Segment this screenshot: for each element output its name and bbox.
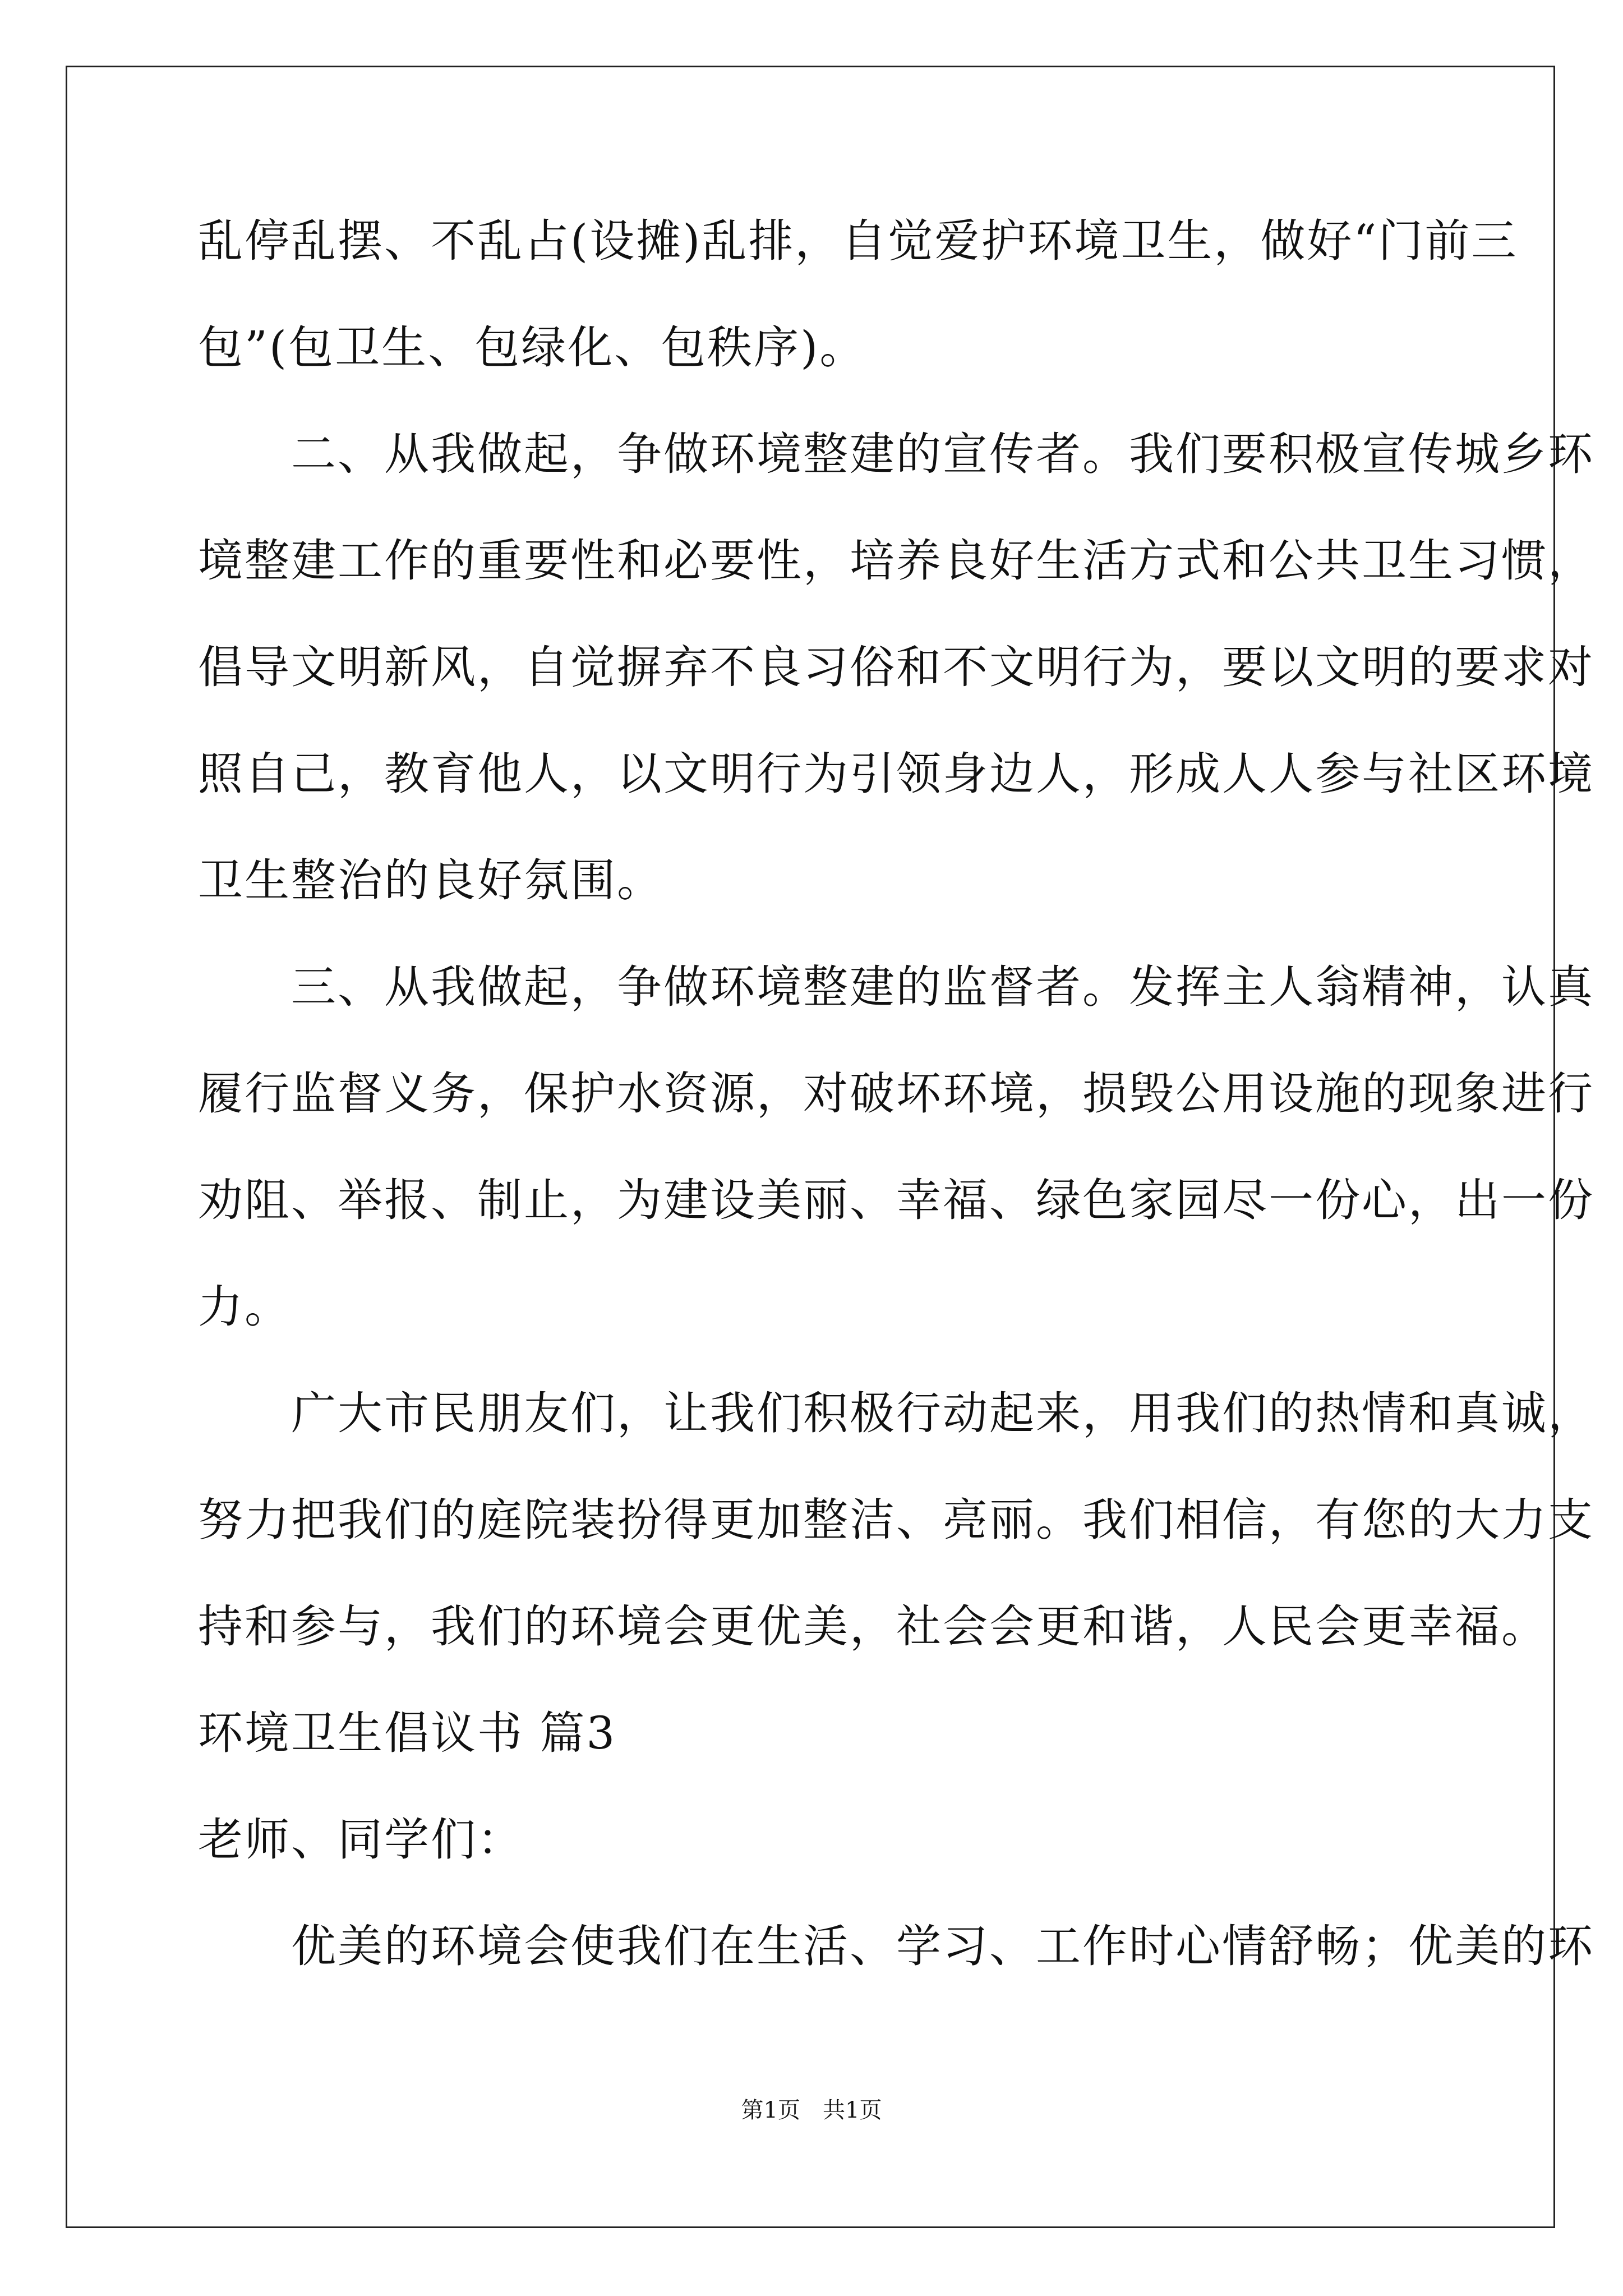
text-line: 努力把我们的庭院装扮得更加整洁、亮丽。我们相信，有您的大力支 [198, 1494, 1594, 1546]
text-line: 二、从我做起，争做环境整建的宣传者。我们要积极宣传城乡环 [198, 428, 1594, 480]
text-line: 乱停乱摆、不乱占(设摊)乱排，自觉爱护环境卫生，做好“门前三 [198, 215, 1518, 267]
text-line: 三、从我做起，争做环境整建的监督者。发挥主人翁精神，认真 [198, 961, 1594, 1013]
text-line: 倡导文明新风，自觉摒弃不良习俗和不文明行为，要以文明的要求对 [198, 641, 1594, 693]
text-line: 劝阻、举报、制止，为建设美丽、幸福、绿色家园尽一份心，出一份 [198, 1174, 1594, 1226]
text-line: 包”(包卫生、包绿化、包秩序)。 [198, 321, 866, 374]
text-line: 力。 [198, 1281, 291, 1333]
page-number-footer: 第1页 共1页 [741, 2097, 882, 2123]
text-line: 照自己，教育他人，以文明行为引领身边人，形成人人参与社区环境 [198, 748, 1594, 800]
text-line: 卫生整治的良好氛围。 [198, 854, 663, 907]
section-heading: 环境卫生倡议书 篇3 [198, 1707, 617, 1759]
text-line: 广大市民朋友们，让我们积极行动起来，用我们的热情和真诚， [198, 1387, 1594, 1439]
text-line: 优美的环境会使我们在生活、学习、工作时心情舒畅；优美的环 [198, 1920, 1594, 1972]
text-line: 境整建工作的重要性和必要性，培养良好生活方式和公共卫生习惯， [198, 535, 1594, 587]
page-border [66, 66, 1555, 2228]
salutation: 老师、同学们： [198, 1814, 524, 1866]
text-line: 持和参与，我们的环境会更优美，社会会更和谐，人民会更幸福。 [198, 1600, 1548, 1653]
text-line: 履行监督义务，保护水资源，对破坏环境，损毁公用设施的现象进行 [198, 1068, 1594, 1120]
